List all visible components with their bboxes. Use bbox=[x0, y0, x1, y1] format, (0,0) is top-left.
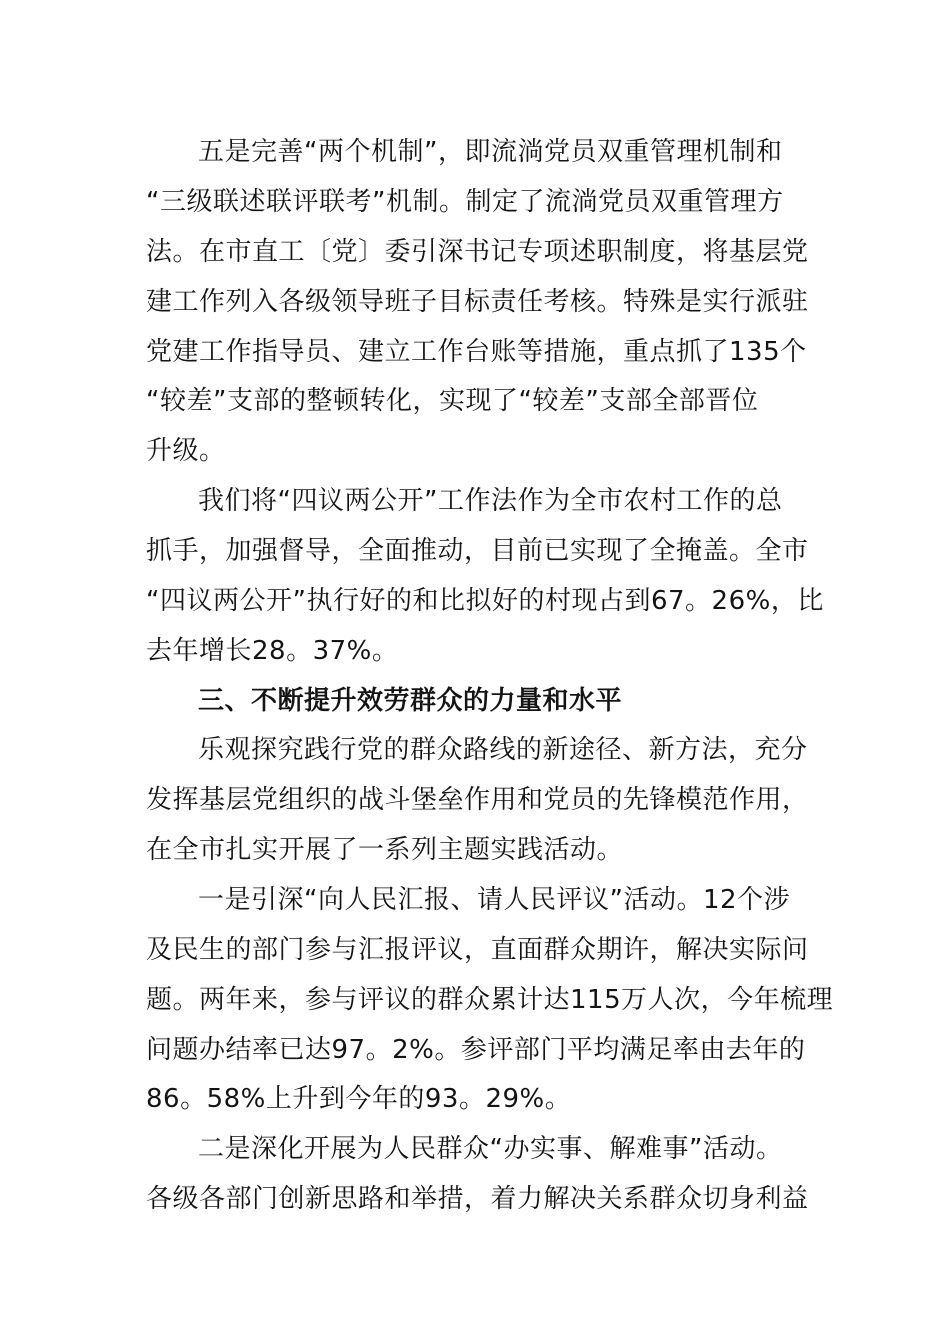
text-line: 去年增长28。37%。 bbox=[146, 636, 399, 666]
text-line: 问题办结率已达97。2%。参评部门平均满足率由去年的 bbox=[146, 1035, 806, 1065]
text-line: 乐观探究践行党的群众路线的新途径、新方法，充分 bbox=[198, 735, 808, 765]
text-line: 建工作列入各级领导班子目标责任考核。特殊是实行派驻 bbox=[146, 287, 809, 317]
text-line: 法。在市直工〔党〕委引深书记专项述职制度，将基层党 bbox=[146, 237, 809, 267]
text-line: 发挥基层党组织的战斗堡垒作用和党员的先锋模范作用， bbox=[146, 785, 809, 815]
section-heading: 三、不断提升效劳群众的力量和水平 bbox=[198, 686, 623, 716]
text-line: 题。两年来，参与评议的群众累计达115万人次，今年梳理 bbox=[146, 985, 834, 1015]
text-line: 抓手，加强督导，全面推动，目前已实现了全掩盖。全市 bbox=[146, 536, 809, 566]
text-line: 升级。 bbox=[146, 436, 226, 466]
text-line: 在全市扎实开展了一系列主题实践活动。 bbox=[146, 835, 624, 865]
text-line: 一是引深“向人民汇报、请人民评议”活动。12个涉 bbox=[198, 885, 791, 915]
text-line: 五是完善“两个机制”，即流淌党员双重管理机制和 bbox=[198, 137, 783, 167]
text-line: “四议两公开”执行好的和比拟好的村现占到67。26%，比 bbox=[146, 586, 824, 616]
text-line: 86。58%上升到今年的93。29%。 bbox=[146, 1084, 572, 1114]
text-line: 各级各部门创新思路和举措，着力解决关系群众切身利益 bbox=[146, 1184, 809, 1214]
text-line: 党建工作指导员、建立工作台账等措施，重点抓了135个 bbox=[146, 337, 807, 367]
text-line: “较差”支部的整顿转化，实现了“较差”支部全部晋位 bbox=[146, 386, 759, 416]
text-line: “三级联述联评联考”机制。制定了流淌党员双重管理方 bbox=[146, 187, 784, 217]
text-line: 二是深化开展为人民群众“办实事、解难事”活动。 bbox=[198, 1134, 783, 1164]
text-line: 及民生的部门参与汇报评议，直面群众期许，解决实际问 bbox=[146, 935, 809, 965]
text-line: 我们将“四议两公开”工作法作为全市农村工作的总 bbox=[198, 486, 783, 516]
